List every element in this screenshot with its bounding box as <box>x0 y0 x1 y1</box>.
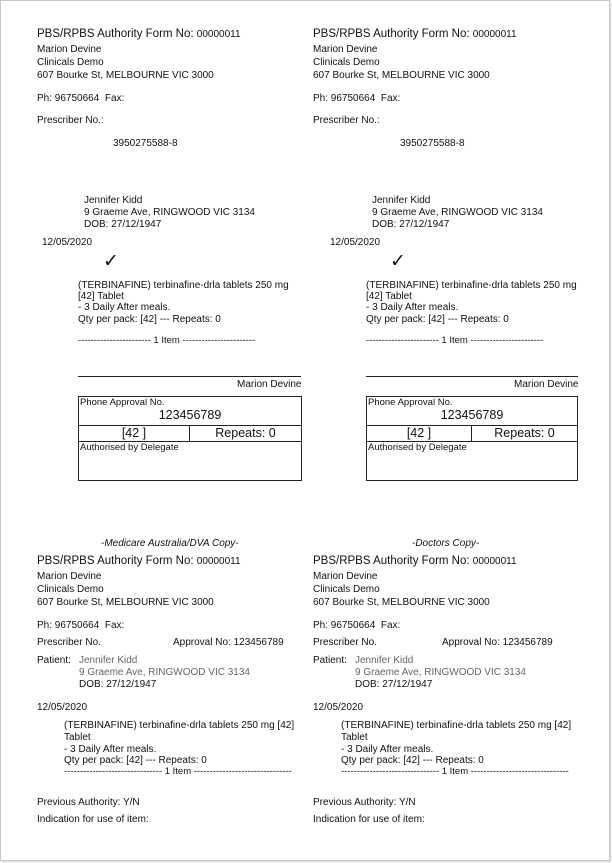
clinic-address: 607 Bourke St, MELBOURNE VIC 3000 <box>313 70 490 81</box>
approval-repeats: Repeats: 0 <box>494 426 555 440</box>
patient-dob: DOB: 27/12/1947 <box>84 219 162 230</box>
phone-fax: Ph: 96750664 Fax: <box>313 93 401 104</box>
item-count-divider: ------------------------------- 1 Item ------------------------------- <box>64 766 292 777</box>
medicare-number: 3950275588-8 <box>113 138 178 149</box>
form-number: 00000011 <box>472 556 517 567</box>
approval-quantity: [42 ] <box>121 426 147 440</box>
previous-authority: Previous Authority: Y/N <box>313 797 416 808</box>
medicare-number: 3950275588-8 <box>400 138 465 149</box>
item-description: (TERBINAFINE) terbinafine-drla tablets 250 mg [42] <box>64 720 295 731</box>
item-quantity: Qty per pack: [42] --- Repeats: 0 <box>366 314 509 325</box>
signature-line <box>78 376 301 377</box>
clinic-address: 607 Bourke St, MELBOURNE VIC 3000 <box>37 597 214 608</box>
prescription-date: 12/05/2020 <box>313 702 364 713</box>
patient-name: Jennifer Kidd <box>355 655 414 666</box>
clinic-name: Clinicals Demo <box>37 584 104 595</box>
patient-dob: DOB: 27/12/1947 <box>372 219 450 230</box>
clinic-name: Clinicals Demo <box>37 57 104 68</box>
approval-number: Approval No: 123456789 <box>442 637 553 648</box>
patient-address: 9 Graeme Ave, RINGWOOD VIC 3134 <box>79 667 250 678</box>
signature-name: Marion Devine <box>237 379 302 390</box>
signature-line <box>366 376 578 377</box>
item-description: (TERBINAFINE) terbinafine-drla tablets 250 mg <box>78 280 289 291</box>
patient-name: Jennifer Kidd <box>79 655 138 666</box>
item-description: (TERBINAFINE) terbinafine-drla tablets 250 mg <box>366 280 577 291</box>
phone-approval-label: Phone Approval No. <box>80 397 165 408</box>
item-count-divider: ----------------------- 1 Item ----------------------- <box>78 335 256 346</box>
patient-name: Jennifer Kidd <box>84 195 143 206</box>
prescriber-no-label: Prescriber No. <box>37 637 101 648</box>
doctors-copy-label: -Doctors Copy- <box>412 538 480 549</box>
item-quantity: Qty per pack: [42] --- Repeats: 0 <box>64 755 207 766</box>
authorised-by-delegate: Authorised by Delegate <box>368 442 467 453</box>
form-number: 00000011 <box>196 556 241 567</box>
item-quantity: Qty per pack: [42] --- Repeats: 0 <box>341 755 484 766</box>
form-number-heading <box>313 555 517 567</box>
phone-approval-label: Phone Approval No. <box>368 397 453 408</box>
checkmark-icon: ✓ <box>390 251 406 272</box>
previous-authority: Previous Authority: Y/N <box>37 797 140 808</box>
authorised-by-delegate: Authorised by Delegate <box>80 442 179 453</box>
patient-name: Jennifer Kidd <box>372 195 431 206</box>
prescription-date: 12/05/2020 <box>330 237 381 248</box>
item-description: (TERBINAFINE) terbinafine-drla tablets 250 mg [42] <box>341 720 572 731</box>
prescription-date: 12/05/2020 <box>37 702 88 713</box>
patient-label: Patient: <box>37 655 71 666</box>
prescriber-no-label: Prescriber No. <box>313 637 377 648</box>
form-number-label: PBS/RPBS Authority Form No: <box>313 555 470 567</box>
clinic-name: Clinicals Demo <box>313 57 380 68</box>
approval-box <box>366 396 578 481</box>
approval-repeats: Repeats: 0 <box>215 426 276 440</box>
patient-address: 9 Graeme Ave, RINGWOOD VIC 3134 <box>84 207 255 218</box>
patient-label: Patient: <box>313 655 347 666</box>
patient-address: 9 Graeme Ave, RINGWOOD VIC 3134 <box>372 207 543 218</box>
form-number-label: PBS/RPBS Authority Form No: <box>37 555 194 567</box>
item-dosage: - 3 Daily After meals. <box>341 744 434 755</box>
form-number: 00000011 <box>196 29 241 40</box>
item-dosage: - 3 Daily After meals. <box>64 744 157 755</box>
approval-quantity: [42 ] <box>406 426 432 440</box>
prescriber-name: Marion Devine <box>313 571 378 582</box>
signature-name: Marion Devine <box>514 379 579 390</box>
item-quantity: Qty per pack: [42] --- Repeats: 0 <box>78 314 221 325</box>
patient-address: 9 Graeme Ave, RINGWOOD VIC 3134 <box>355 667 526 678</box>
phone-approval-number: 123456789 <box>440 408 504 422</box>
item-form: Tablet <box>64 732 91 743</box>
form-number-heading <box>37 555 241 567</box>
indication-for-use: Indication for use of item: <box>37 814 149 825</box>
patient-dob: DOB: 27/12/1947 <box>355 679 433 690</box>
clinic-address: 607 Bourke St, MELBOURNE VIC 3000 <box>313 597 490 608</box>
prescriber-name: Marion Devine <box>37 44 102 55</box>
item-form: [42] Tablet <box>366 291 412 302</box>
phone-fax: Ph: 96750664 Fax: <box>313 620 401 631</box>
clinic-address: 607 Bourke St, MELBOURNE VIC 3000 <box>37 70 214 81</box>
form-number: 00000011 <box>472 29 517 40</box>
item-form: [42] Tablet <box>78 291 124 302</box>
item-dosage: - 3 Daily After meals. <box>366 302 459 313</box>
prescriber-name: Marion Devine <box>37 571 102 582</box>
phone-fax: Ph: 96750664 Fax: <box>37 93 125 104</box>
prescription-date: 12/05/2020 <box>42 237 93 248</box>
clinic-name: Clinicals Demo <box>313 584 380 595</box>
prescriber-no-label: Prescriber No.: <box>313 115 380 126</box>
prescriber-no-label: Prescriber No.: <box>37 115 104 126</box>
checkmark-icon: ✓ <box>103 251 119 272</box>
form-number-label: PBS/RPBS Authority Form No: <box>37 28 194 40</box>
form-number-heading <box>313 28 517 40</box>
approval-number: Approval No: 123456789 <box>173 637 284 648</box>
item-dosage: - 3 Daily After meals. <box>78 302 171 313</box>
phone-fax: Ph: 96750664 Fax: <box>37 620 125 631</box>
form-number-label: PBS/RPBS Authority Form No: <box>313 28 470 40</box>
item-count-divider: ----------------------- 1 Item ----------------------- <box>366 335 544 346</box>
patient-dob: DOB: 27/12/1947 <box>79 679 157 690</box>
phone-approval-number: 123456789 <box>158 408 222 422</box>
approval-box <box>78 396 302 481</box>
prescriber-name: Marion Devine <box>313 44 378 55</box>
form-number-heading <box>37 28 241 40</box>
indication-for-use: Indication for use of item: <box>313 814 425 825</box>
item-form: Tablet <box>341 732 368 743</box>
item-count-divider: ------------------------------- 1 Item ------------------------------- <box>341 766 569 777</box>
medicare-copy-label: -Medicare Australia/DVA Copy- <box>101 538 239 549</box>
